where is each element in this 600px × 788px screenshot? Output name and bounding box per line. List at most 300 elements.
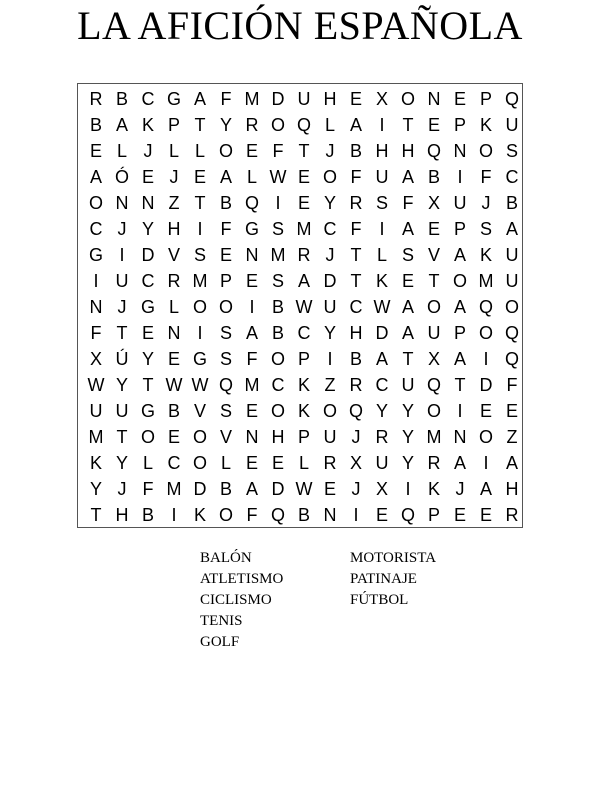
grid-cell[interactable]: C	[167, 452, 181, 473]
grid-cell[interactable]: R	[427, 452, 441, 473]
grid-cell[interactable]: Y	[323, 192, 336, 213]
grid-cell[interactable]: Q	[426, 140, 441, 161]
grid-cell[interactable]: F	[350, 218, 362, 239]
grid-cell[interactable]: A	[505, 452, 518, 473]
grid-cell[interactable]: Y	[323, 322, 336, 343]
grid-cell[interactable]: H	[505, 478, 519, 499]
grid-cell[interactable]: W	[165, 374, 183, 395]
grid-cell[interactable]: J	[325, 244, 335, 265]
grid-cell[interactable]: Y	[115, 452, 128, 473]
grid-cell[interactable]: A	[401, 322, 414, 343]
grid-cell[interactable]: Y	[401, 400, 414, 421]
grid-cell[interactable]: J	[117, 296, 127, 317]
grid-cell[interactable]: C	[141, 270, 155, 291]
grid-cell[interactable]: Z	[324, 374, 336, 395]
grid-cell[interactable]: C	[375, 374, 389, 395]
grid-cell[interactable]: L	[220, 452, 231, 473]
grid-cell[interactable]: U	[505, 270, 519, 291]
grid-cell[interactable]: V	[427, 244, 440, 265]
grid-cell[interactable]: H	[375, 140, 389, 161]
grid-cell[interactable]: E	[219, 244, 232, 265]
grid-cell[interactable]: E	[323, 478, 336, 499]
grid-cell[interactable]: S	[219, 322, 232, 343]
grid-cell[interactable]: H	[115, 504, 129, 525]
grid-cell[interactable]: T	[116, 426, 128, 447]
grid-cell[interactable]: S	[271, 218, 284, 239]
grid-cell[interactable]: E	[453, 88, 466, 109]
grid-cell[interactable]: I	[483, 348, 489, 369]
grid-cell[interactable]: Y	[375, 400, 388, 421]
grid-cell[interactable]: S	[505, 140, 518, 161]
word-list-column-2	[350, 548, 436, 611]
grid-cell[interactable]: B	[505, 192, 518, 213]
grid-cell[interactable]: I	[379, 218, 385, 239]
grid-cell[interactable]: H	[349, 322, 363, 343]
grid-cell[interactable]: P	[167, 114, 180, 135]
grid-cell[interactable]: J	[169, 166, 179, 187]
grid-cell[interactable]: M	[244, 88, 260, 109]
page-title: LA AFICIÓN ESPAÑOLA	[77, 3, 523, 48]
grid-cell[interactable]: Y	[141, 218, 154, 239]
grid-cell[interactable]: Ó	[114, 166, 129, 187]
grid-cell[interactable]: I	[353, 504, 359, 525]
grid-cell[interactable]: T	[350, 270, 362, 291]
grid-cell[interactable]: K	[141, 114, 154, 135]
grid-cell[interactable]: R	[323, 452, 337, 473]
grid-cell[interactable]: W	[295, 296, 313, 317]
grid-cell[interactable]: L	[246, 166, 257, 187]
grid-cell[interactable]: K	[297, 400, 310, 421]
grid-cell[interactable]: R	[505, 504, 519, 525]
grid-cell[interactable]: E	[245, 400, 258, 421]
grid-cell[interactable]: O	[504, 296, 519, 317]
grid-cell[interactable]: B	[89, 114, 102, 135]
grid-cell[interactable]: E	[479, 504, 492, 525]
grid-cell[interactable]: N	[141, 192, 155, 213]
grid-cell[interactable]: Ú	[115, 348, 129, 369]
grid-cell[interactable]: F	[480, 166, 492, 187]
grid-cell[interactable]: O	[218, 140, 233, 161]
grid-cell[interactable]: B	[141, 504, 154, 525]
grid-cell[interactable]: I	[197, 322, 203, 343]
grid-cell[interactable]: Q	[478, 296, 493, 317]
grid-cell[interactable]: F	[220, 218, 232, 239]
grid-cell[interactable]: N	[89, 296, 103, 317]
grid-cell[interactable]: W	[295, 478, 313, 499]
grid-cell[interactable]: G	[244, 218, 259, 239]
grid-cell[interactable]: O	[140, 426, 155, 447]
grid-cell[interactable]: E	[141, 166, 154, 187]
grid-cell[interactable]: O	[218, 296, 233, 317]
grid-cell[interactable]: R	[167, 270, 181, 291]
grid-cell[interactable]: A	[401, 296, 414, 317]
grid-cell[interactable]: O	[88, 192, 103, 213]
grid-cell[interactable]: M	[192, 270, 208, 291]
grid-cell[interactable]: Q	[504, 322, 519, 343]
word-list-column-1	[200, 548, 283, 653]
grid-cell[interactable]: H	[401, 140, 415, 161]
grid-cell[interactable]: E	[479, 400, 492, 421]
grid-cell[interactable]: K	[375, 270, 388, 291]
grid-cell[interactable]: A	[297, 270, 310, 291]
grid-cell[interactable]: J	[481, 192, 491, 213]
grid-cell[interactable]: U	[375, 452, 389, 473]
grid-cell[interactable]: B	[167, 400, 180, 421]
grid-cell[interactable]: Q	[218, 374, 233, 395]
grid-cell[interactable]: R	[349, 192, 363, 213]
grid-cell[interactable]: F	[350, 166, 362, 187]
grid-cell[interactable]: P	[479, 88, 492, 109]
grid-cell[interactable]: S	[401, 244, 414, 265]
grid-cell[interactable]: M	[88, 426, 104, 447]
grid-cell[interactable]: C	[349, 296, 363, 317]
grid-cell[interactable]: N	[167, 322, 181, 343]
grid-cell[interactable]: U	[115, 400, 129, 421]
grid-cell[interactable]: Q	[504, 348, 519, 369]
grid-cell[interactable]: I	[483, 452, 489, 473]
grid-cell[interactable]: M	[166, 478, 182, 499]
grid-cell[interactable]: Q	[270, 504, 285, 525]
grid-cell[interactable]: B	[271, 322, 284, 343]
grid-cell[interactable]: T	[298, 140, 310, 161]
grid-cell[interactable]: F	[220, 88, 232, 109]
grid-cell[interactable]: E	[167, 348, 180, 369]
grid-cell[interactable]: U	[115, 270, 129, 291]
grid-cell[interactable]: V	[167, 244, 180, 265]
grid-cell[interactable]: F	[272, 140, 284, 161]
grid-cell[interactable]: O	[270, 400, 285, 421]
grid-cell[interactable]: Q	[296, 114, 311, 135]
word-list-item: ATLETISMO	[200, 571, 284, 587]
grid-cell[interactable]: P	[453, 114, 466, 135]
grid-cell[interactable]: P	[453, 322, 466, 343]
grid-cell[interactable]: E	[193, 166, 206, 187]
grid-cell[interactable]: O	[452, 270, 467, 291]
grid-cell[interactable]: P	[297, 348, 310, 369]
grid-cell[interactable]: Y	[89, 478, 102, 499]
grid-cell[interactable]: Y	[115, 374, 128, 395]
grid-cell[interactable]: A	[245, 322, 258, 343]
grid-cell[interactable]: O	[192, 452, 207, 473]
grid-cell[interactable]: R	[89, 88, 103, 109]
grid-cell[interactable]: T	[142, 374, 154, 395]
grid-cell[interactable]: E	[245, 140, 258, 161]
grid-cell[interactable]: A	[453, 452, 466, 473]
grid-cell[interactable]: L	[324, 114, 335, 135]
grid-cell[interactable]: R	[245, 114, 259, 135]
grid-cell[interactable]: W	[373, 296, 391, 317]
grid-cell[interactable]: M	[296, 218, 312, 239]
grid-cell[interactable]: E	[89, 140, 102, 161]
grid-cell[interactable]: E	[505, 400, 518, 421]
grid-cell[interactable]: E	[271, 452, 284, 473]
grid-cell[interactable]: A	[245, 478, 258, 499]
word-search-puzzle	[77, 83, 523, 528]
grid-cell[interactable]: M	[244, 374, 260, 395]
grid-cell[interactable]: L	[116, 140, 127, 161]
grid-cell[interactable]: U	[505, 244, 519, 265]
grid-cell[interactable]: B	[271, 296, 284, 317]
grid-cell[interactable]: U	[89, 400, 103, 421]
grid-cell[interactable]: C	[505, 166, 519, 187]
grid-cell[interactable]: A	[401, 218, 414, 239]
word-list-item: GOLF	[200, 634, 240, 650]
grid-cell[interactable]: S	[375, 192, 388, 213]
grid-cell[interactable]: H	[167, 218, 181, 239]
grid-cell[interactable]: X	[427, 348, 440, 369]
grid-cell[interactable]: M	[270, 244, 286, 265]
grid-cell[interactable]: L	[142, 452, 153, 473]
grid-cell[interactable]: W	[191, 374, 209, 395]
grid-cell[interactable]: Y	[141, 348, 154, 369]
grid-cell[interactable]: A	[375, 348, 388, 369]
grid-cell[interactable]: T	[402, 348, 414, 369]
grid-cell[interactable]: A	[89, 166, 102, 187]
word-list-item: MOTORISTA	[350, 550, 437, 566]
grid-cell[interactable]: B	[297, 504, 310, 525]
grid-cell[interactable]: F	[246, 348, 258, 369]
grid-cell[interactable]: O	[426, 296, 441, 317]
grid-cell[interactable]: S	[219, 348, 232, 369]
grid-cell[interactable]: E	[349, 88, 362, 109]
grid-cell[interactable]: R	[349, 374, 363, 395]
grid-cell[interactable]: S	[193, 244, 206, 265]
grid-cell[interactable]: U	[297, 88, 311, 109]
grid-cell[interactable]: N	[427, 88, 441, 109]
grid-cell[interactable]: G	[166, 88, 181, 109]
grid-cell[interactable]: O	[400, 88, 415, 109]
grid-cell[interactable]: Q	[400, 504, 415, 525]
grid-cell[interactable]: O	[270, 348, 285, 369]
grid-cell[interactable]: E	[141, 322, 154, 343]
grid-cell[interactable]: I	[379, 114, 385, 135]
grid-cell[interactable]: U	[323, 426, 337, 447]
grid-cell[interactable]: M	[426, 426, 442, 447]
grid-cell[interactable]: K	[479, 114, 492, 135]
grid-cell[interactable]: O	[426, 400, 441, 421]
grid-cell[interactable]: U	[323, 296, 337, 317]
grid-cell[interactable]: A	[349, 114, 362, 135]
grid-cell[interactable]: Y	[219, 114, 232, 135]
grid-cell[interactable]: Z	[506, 426, 518, 447]
grid-cell[interactable]: A	[453, 244, 466, 265]
grid-cell[interactable]: A	[401, 166, 414, 187]
grid-cell[interactable]: A	[193, 88, 206, 109]
grid-cell[interactable]: E	[401, 270, 414, 291]
grid-cell[interactable]: S	[479, 218, 492, 239]
grid-cell[interactable]: W	[87, 374, 105, 395]
grid-cell[interactable]: E	[297, 166, 310, 187]
grid-cell[interactable]: S	[219, 400, 232, 421]
grid-cell[interactable]: Q	[426, 374, 441, 395]
grid-cell[interactable]: E	[245, 452, 258, 473]
grid-cell[interactable]: B	[349, 348, 362, 369]
grid-cell[interactable]: D	[193, 478, 207, 499]
grid-cell[interactable]: A	[453, 348, 466, 369]
grid-cell[interactable]: Q	[504, 88, 519, 109]
grid-cell[interactable]: X	[349, 452, 362, 473]
grid-cell[interactable]: K	[427, 478, 440, 499]
grid-cell[interactable]: T	[428, 270, 440, 291]
grid-cell[interactable]: A	[479, 478, 492, 499]
grid-cell[interactable]: A	[115, 114, 128, 135]
grid-cell[interactable]: L	[298, 452, 309, 473]
grid-cell[interactable]: G	[140, 400, 155, 421]
grid-cell[interactable]: K	[479, 244, 492, 265]
grid-cell[interactable]: R	[297, 244, 311, 265]
grid-cell[interactable]: A	[453, 296, 466, 317]
grid-cell[interactable]: Y	[401, 426, 414, 447]
grid-cell[interactable]: J	[325, 140, 335, 161]
grid-cell[interactable]: O	[192, 426, 207, 447]
grid-cell[interactable]: V	[193, 400, 206, 421]
grid-cell[interactable]: N	[453, 140, 467, 161]
grid-cell[interactable]: P	[297, 426, 310, 447]
grid-cell[interactable]: O	[322, 166, 337, 187]
grid-cell[interactable]: K	[89, 452, 102, 473]
grid-cell[interactable]: H	[323, 88, 337, 109]
grid-cell[interactable]: D	[323, 270, 337, 291]
grid-cell[interactable]: U	[453, 192, 467, 213]
grid-cell[interactable]: T	[90, 504, 102, 525]
grid-cell[interactable]: J	[117, 218, 127, 239]
grid-cell[interactable]: E	[297, 192, 310, 213]
grid-cell[interactable]: K	[193, 504, 206, 525]
grid-cell[interactable]: P	[453, 218, 466, 239]
grid-cell[interactable]: B	[219, 478, 232, 499]
grid-cell[interactable]: X	[89, 348, 102, 369]
grid-cell[interactable]: E	[245, 270, 258, 291]
grid-cell[interactable]: I	[275, 192, 281, 213]
grid-cell[interactable]: U	[401, 374, 415, 395]
grid-cell[interactable]: U	[427, 322, 441, 343]
grid-cell[interactable]: E	[375, 504, 388, 525]
grid-cell[interactable]: T	[194, 114, 206, 135]
grid-cell[interactable]: L	[376, 244, 387, 265]
grid-cell[interactable]: O	[478, 140, 493, 161]
word-list-item: CICLISMO	[200, 592, 272, 608]
grid-cell[interactable]: N	[323, 504, 337, 525]
grid-cell[interactable]: O	[478, 426, 493, 447]
grid-cell[interactable]: C	[271, 374, 285, 395]
grid-cell[interactable]: T	[402, 114, 414, 135]
grid-cell[interactable]: D	[141, 244, 155, 265]
grid-cell[interactable]: G	[192, 348, 207, 369]
grid-cell[interactable]: I	[457, 166, 463, 187]
grid-cell[interactable]: T	[116, 322, 128, 343]
grid-cell[interactable]: E	[427, 114, 440, 135]
grid-cell[interactable]: J	[351, 478, 361, 499]
grid-cell[interactable]: I	[405, 478, 411, 499]
grid-cell[interactable]: I	[327, 348, 333, 369]
word-list-item: TENIS	[200, 613, 243, 629]
grid-cell[interactable]: A	[219, 166, 232, 187]
grid-cell[interactable]: G	[88, 244, 103, 265]
grid-cell[interactable]: J	[455, 478, 465, 499]
grid-cell[interactable]: X	[427, 192, 440, 213]
grid-cell[interactable]: I	[249, 296, 255, 317]
grid-cell[interactable]: N	[453, 426, 467, 447]
grid-cell[interactable]: Y	[401, 452, 414, 473]
word-list-item: PATINAJE	[350, 571, 417, 587]
grid-cell[interactable]: E	[167, 426, 180, 447]
grid-cell[interactable]: D	[375, 322, 389, 343]
grid-cell[interactable]: S	[271, 270, 284, 291]
grid-cell[interactable]: Z	[168, 192, 180, 213]
grid-cell[interactable]: I	[171, 504, 177, 525]
grid-cell[interactable]: K	[297, 374, 310, 395]
grid-cell[interactable]: V	[219, 426, 232, 447]
grid-cell[interactable]: B	[349, 140, 362, 161]
grid-cell[interactable]: D	[271, 88, 285, 109]
grid-cell[interactable]: G	[140, 296, 155, 317]
grid-cell[interactable]: L	[168, 140, 179, 161]
grid-cell[interactable]: F	[402, 192, 414, 213]
grid-cell[interactable]: U	[375, 166, 389, 187]
grid-cell[interactable]: O	[270, 114, 285, 135]
grid-cell[interactable]: B	[115, 88, 128, 109]
grid-cell[interactable]: F	[506, 374, 518, 395]
grid-cell[interactable]: C	[297, 322, 311, 343]
grid-cell[interactable]: L	[168, 296, 179, 317]
grid-cell[interactable]: I	[93, 270, 99, 291]
grid-cell[interactable]: L	[194, 140, 205, 161]
grid-cell[interactable]: D	[479, 374, 493, 395]
grid-cell[interactable]: C	[323, 218, 337, 239]
grid-cell[interactable]: B	[219, 192, 232, 213]
grid-cell[interactable]: N	[245, 244, 259, 265]
grid-cell[interactable]: O	[478, 322, 493, 343]
grid-cell[interactable]: F	[90, 322, 102, 343]
grid-cell[interactable]: P	[219, 270, 232, 291]
grid-cell[interactable]: X	[375, 88, 388, 109]
grid-cell[interactable]: O	[322, 400, 337, 421]
grid-cell[interactable]: W	[269, 166, 287, 187]
grid-cell[interactable]: I	[197, 218, 203, 239]
grid-cell[interactable]: C	[89, 218, 103, 239]
grid-cell[interactable]: I	[457, 400, 463, 421]
grid-cell[interactable]: B	[427, 166, 440, 187]
grid-cell[interactable]: J	[351, 426, 361, 447]
grid-cell[interactable]: O	[218, 504, 233, 525]
grid-cell[interactable]: X	[375, 478, 388, 499]
grid-cell[interactable]: J	[143, 140, 153, 161]
grid-cell[interactable]: P	[427, 504, 440, 525]
grid-cell[interactable]: F	[246, 504, 258, 525]
grid-cell[interactable]: M	[478, 270, 494, 291]
grid-cell[interactable]: F	[142, 478, 154, 499]
grid-cell[interactable]: H	[271, 426, 285, 447]
word-list-item: FÚTBOL	[350, 592, 409, 608]
grid-cell[interactable]: N	[115, 192, 129, 213]
grid-cell[interactable]: T	[454, 374, 466, 395]
grid-cell[interactable]: A	[505, 218, 518, 239]
grid-cell[interactable]: O	[192, 296, 207, 317]
grid-cell[interactable]: I	[119, 244, 125, 265]
grid-cell[interactable]: E	[427, 218, 440, 239]
grid-cell[interactable]: Q	[348, 400, 363, 421]
grid-cell[interactable]: T	[194, 192, 206, 213]
grid-cell[interactable]: D	[271, 478, 285, 499]
grid-cell[interactable]: E	[453, 504, 466, 525]
grid-cell[interactable]: T	[350, 244, 362, 265]
grid-cell[interactable]: N	[245, 426, 259, 447]
grid-cell[interactable]: J	[117, 478, 127, 499]
grid-cell[interactable]: R	[375, 426, 389, 447]
grid-cell[interactable]: U	[505, 114, 519, 135]
grid-cell[interactable]: Q	[244, 192, 259, 213]
grid-cell[interactable]: C	[141, 88, 155, 109]
